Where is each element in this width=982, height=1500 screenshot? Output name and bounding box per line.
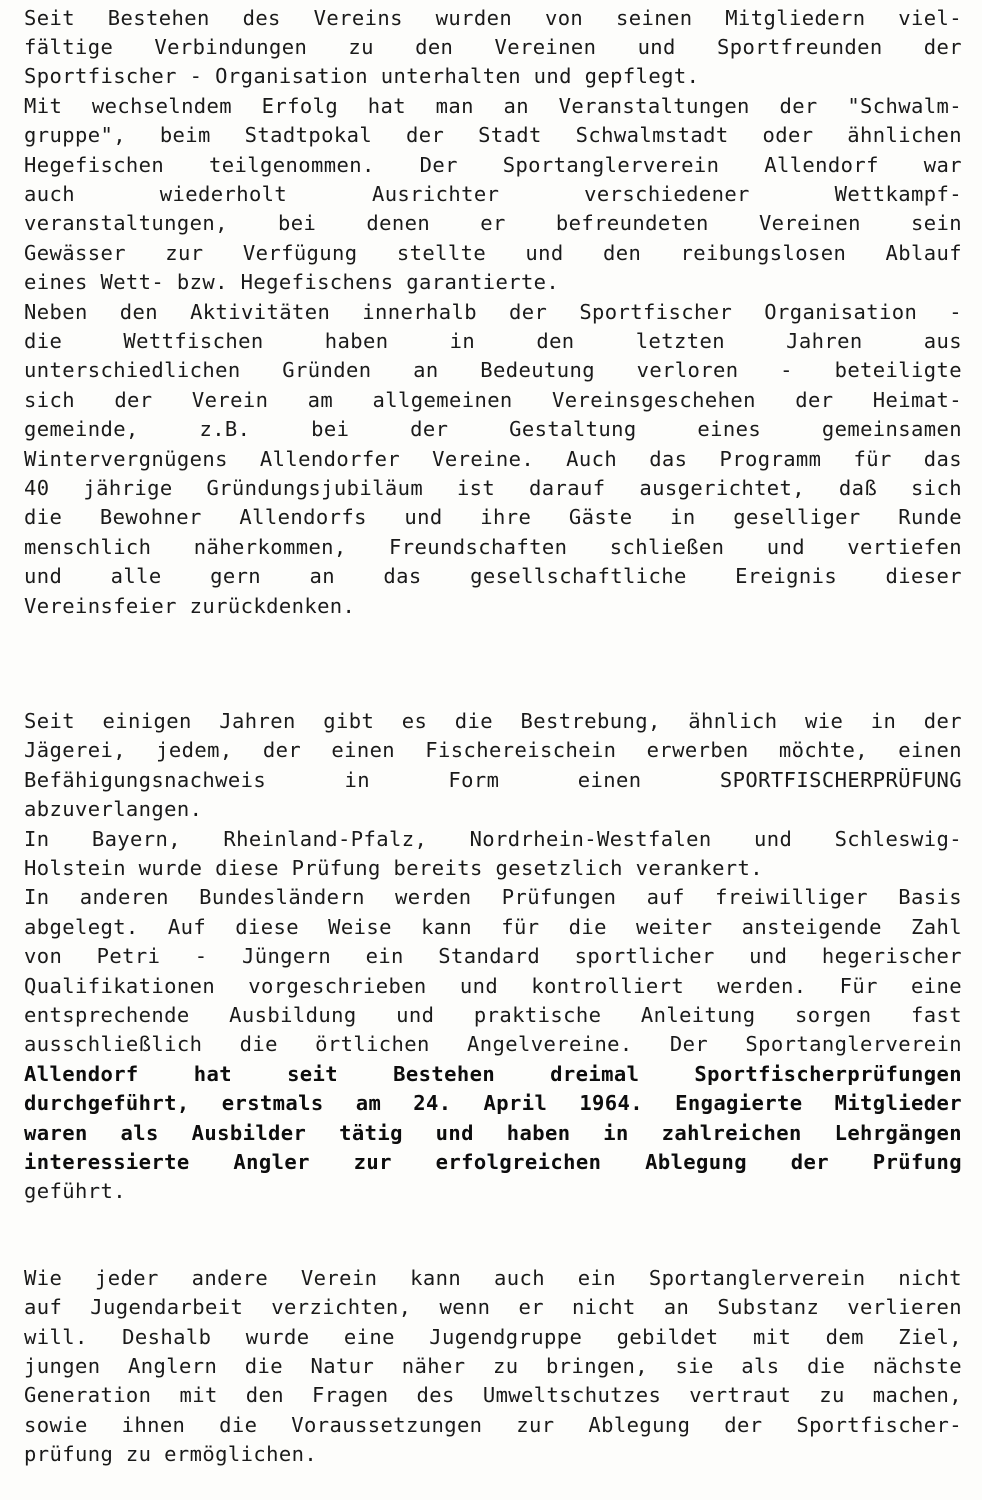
text-line: In anderen Bundesländern werden Prüfungen auf freiwilliger Basis xyxy=(24,885,962,909)
text-line: menschlich näherkommen, Freundschaften schließen und vertiefen xyxy=(24,535,962,559)
text-line: Allendorf hat seit Bestehen dreimal Sportfischerprüfungen xyxy=(24,1062,962,1086)
text-line: gruppe", beim Stadtpokal der Stadt Schwalmstadt oder ähnlichen xyxy=(24,123,962,147)
text-line: In Bayern, Rheinland-Pfalz, Nordrhein-Westfalen und Schleswig- xyxy=(24,827,962,851)
text-line: sich der Verein am allgemeinen Vereinsgeschehen der Heimat- xyxy=(24,388,962,412)
text-line: Befähigungsnachweis in Form einen SPORTFISCHERPRÜFUNG xyxy=(24,768,962,792)
text-line: unterschiedlichen Gründen an Bedeutung verloren - beteiligte xyxy=(24,358,962,382)
text-line: sowie ihnen die Voraussetzungen zur Ablegung der Sportfischer- xyxy=(24,1413,962,1437)
text-line: die Wettfischen haben in den letzten Jahren aus xyxy=(24,329,962,353)
text-line: auch wiederholt Ausrichter verschiedener Wettkampf- xyxy=(24,182,962,206)
text-line: waren als Ausbilder tätig und haben in zahlreichen Lehrgängen xyxy=(24,1121,962,1145)
text-line: 40 jährige Gründungsjubiläum ist darauf ausgerichtet, daß sich xyxy=(24,476,962,500)
text-line: die Bewohner Allendorfs und ihre Gäste in geselliger Runde xyxy=(24,505,962,529)
text-line: fältige Verbindungen zu den Vereinen und Sportfreunden der xyxy=(24,35,962,59)
text-line: jungen Anglern die Natur näher zu bringen, sie als die nächste xyxy=(24,1354,962,1378)
text-line: Hegefischen teilgenommen. Der Sportanglerverein Allendorf war xyxy=(24,153,962,177)
text-line: interessierte Angler zur erfolgreichen Ablegung der Prüfung xyxy=(24,1150,962,1174)
text-line: abzuverlangen. xyxy=(24,797,203,821)
text-line: Mit wechselndem Erfolg hat man an Veranstaltungen der "Schwalm- xyxy=(24,94,962,118)
text-line: entsprechende Ausbildung und praktische Anleitung sorgen fast xyxy=(24,1003,962,1027)
text-line: von Petri - Jüngern ein Standard sportlicher und hegerischer xyxy=(24,944,962,968)
text-line: Vereinsfeier zurückdenken. xyxy=(24,594,356,618)
text-line: Wintervergnügens Allendorfer Vereine. Auch das Programm für das xyxy=(24,447,962,471)
text-line: Holstein wurde diese Prüfung bereits gesetzlich verankert. xyxy=(24,856,764,880)
text-line: Seit Bestehen des Vereins wurden von seinen Mitgliedern viel- xyxy=(24,6,962,30)
text-line: will. Deshalb wurde eine Jugendgruppe gebildet mit dem Ziel, xyxy=(24,1325,962,1349)
text-line: geführt. xyxy=(24,1179,126,1203)
text-line: Neben den Aktivitäten innerhalb der Sportfischer Organisation - xyxy=(24,300,962,324)
text-line: durchgeführt, erstmals am 24. April 1964. Engagierte Mitglieder xyxy=(24,1091,962,1115)
text-line: gemeinde, z.B. bei der Gestaltung eines gemeinsamen xyxy=(24,417,962,441)
text-line: prüfung zu ermöglichen. xyxy=(24,1442,318,1466)
text-line: Seit einigen Jahren gibt es die Bestrebung, ähnlich wie in der xyxy=(24,709,962,733)
text-line: abgelegt. Auf diese Weise kann für die weiter ansteigende Zahl xyxy=(24,915,962,939)
text-line: eines Wett- bzw. Hegefischens garantierte. xyxy=(24,270,560,294)
text-line: ausschließlich die örtlichen Angelvereine. Der Sportanglerverein xyxy=(24,1032,962,1056)
text-line: Generation mit den Fragen des Umweltschutzes vertraut zu machen, xyxy=(24,1383,962,1407)
text-line: Jägerei, jedem, der einen Fischereischein erwerben möchte, einen xyxy=(24,738,962,762)
text-line: Sportfischer - Organisation unterhalten und gepflegt. xyxy=(24,64,700,88)
text-line: auf Jugendarbeit verzichten, wenn er nicht an Substanz verlieren xyxy=(24,1295,962,1319)
text-line: Wie jeder andere Verein kann auch ein Sportanglerverein nicht xyxy=(24,1266,962,1290)
text-line: Qualifikationen vorgeschrieben und kontrolliert werden. Für eine xyxy=(24,974,962,998)
text-line: Gewässer zur Verfügung stellte und den reibungslosen Ablauf xyxy=(24,241,962,265)
text-line: veranstaltungen, bei denen er befreundeten Vereinen sein xyxy=(24,211,962,235)
text-line: und alle gern an das gesellschaftliche Ereignis dieser xyxy=(24,564,962,588)
